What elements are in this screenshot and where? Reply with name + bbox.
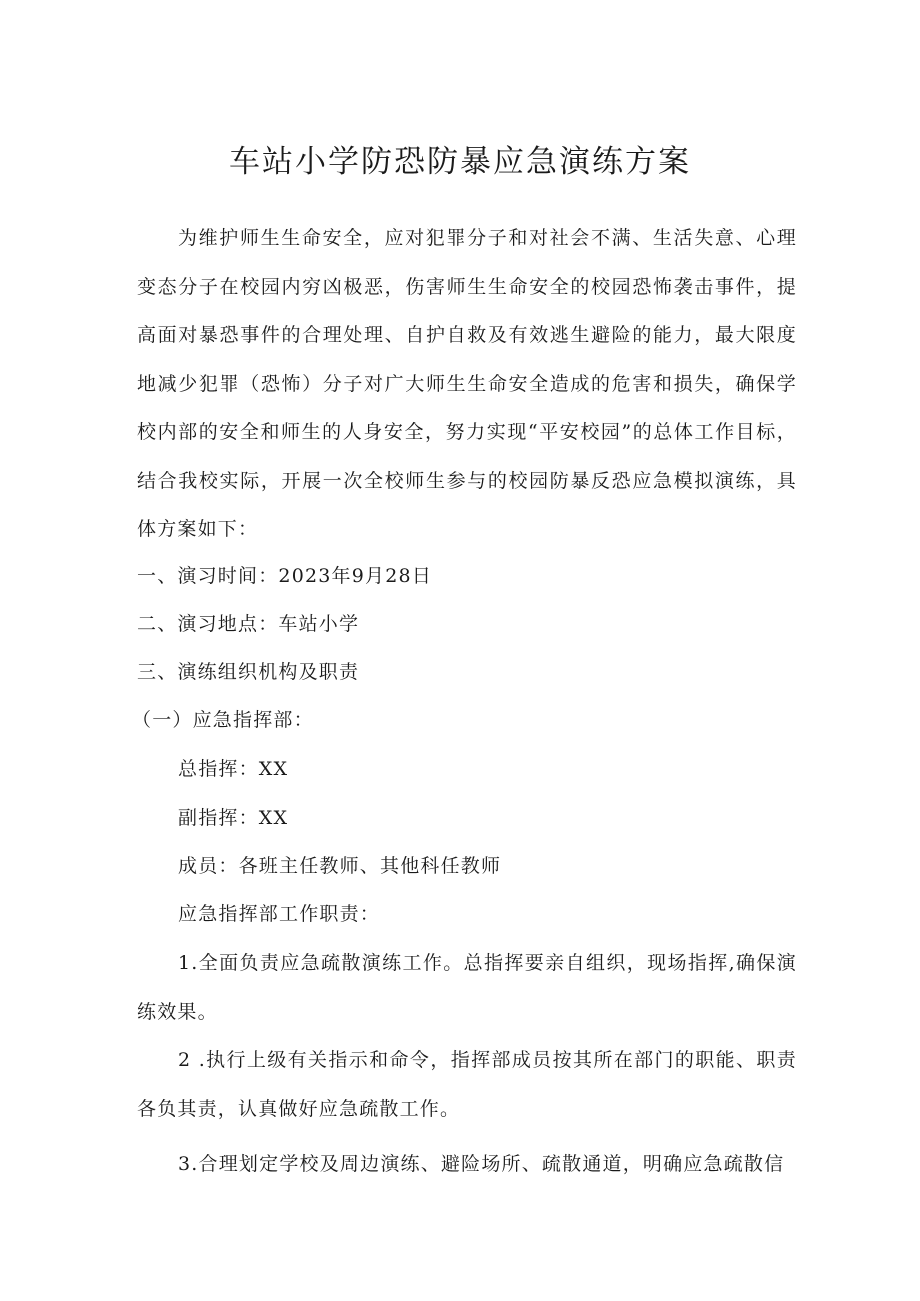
duty-item-1: 1.全面负责应急疏散演练工作。总指挥要亲自组织，现场指挥,确保演练效果。 <box>137 952 797 1023</box>
document-title: 车站小学防恐防暴应急演练方案 <box>229 144 691 180</box>
members-line: 成员：各班主任教师、其他科任教师 <box>178 855 502 877</box>
subsection-command: （一）应急指挥部： <box>132 709 314 731</box>
commander-line: 总指挥：XX <box>178 758 289 780</box>
duty-item-2: 2 .执行上级有关指示和命令，指挥部成员按其所在部门的职能、职责各负其责，认真做好应急疏散工作。 <box>137 1049 797 1120</box>
intro-paragraph: 为维护师生生命安全，应对犯罪分子和对社会不满、生活失意、心理变态分子在校园内穷凶极恶，伤害师生生命安全的校园恐怖袭击事件，提高面对暴恐事件的合理处理、自护自救及有效逃生避险的能力，最大限度地减少犯罪（恐怖）分子对广大师生生命安全造成的危害和损失，确保学校内部的安全和师生的人身安全，努力实现“平安校园”的总体工作目标，结合我校实际，开展一次全校师生参与的校园防暴反恐应急模拟演练，具体方案如下： <box>137 227 797 540</box>
duty-item-3: 3.合理划定学校及周边演练、避险场所、疏散通道，明确应急疏散信 <box>178 1153 785 1175</box>
section-time: 一、演习时间：2023年9月28日 <box>137 565 433 587</box>
section-organization: 三、演练组织机构及职责 <box>137 661 360 683</box>
section-location: 二、演习地点：车站小学 <box>137 613 360 635</box>
duties-heading: 应急指挥部工作职责： <box>178 903 381 925</box>
vice-commander-line: 副指挥：XX <box>178 807 289 829</box>
